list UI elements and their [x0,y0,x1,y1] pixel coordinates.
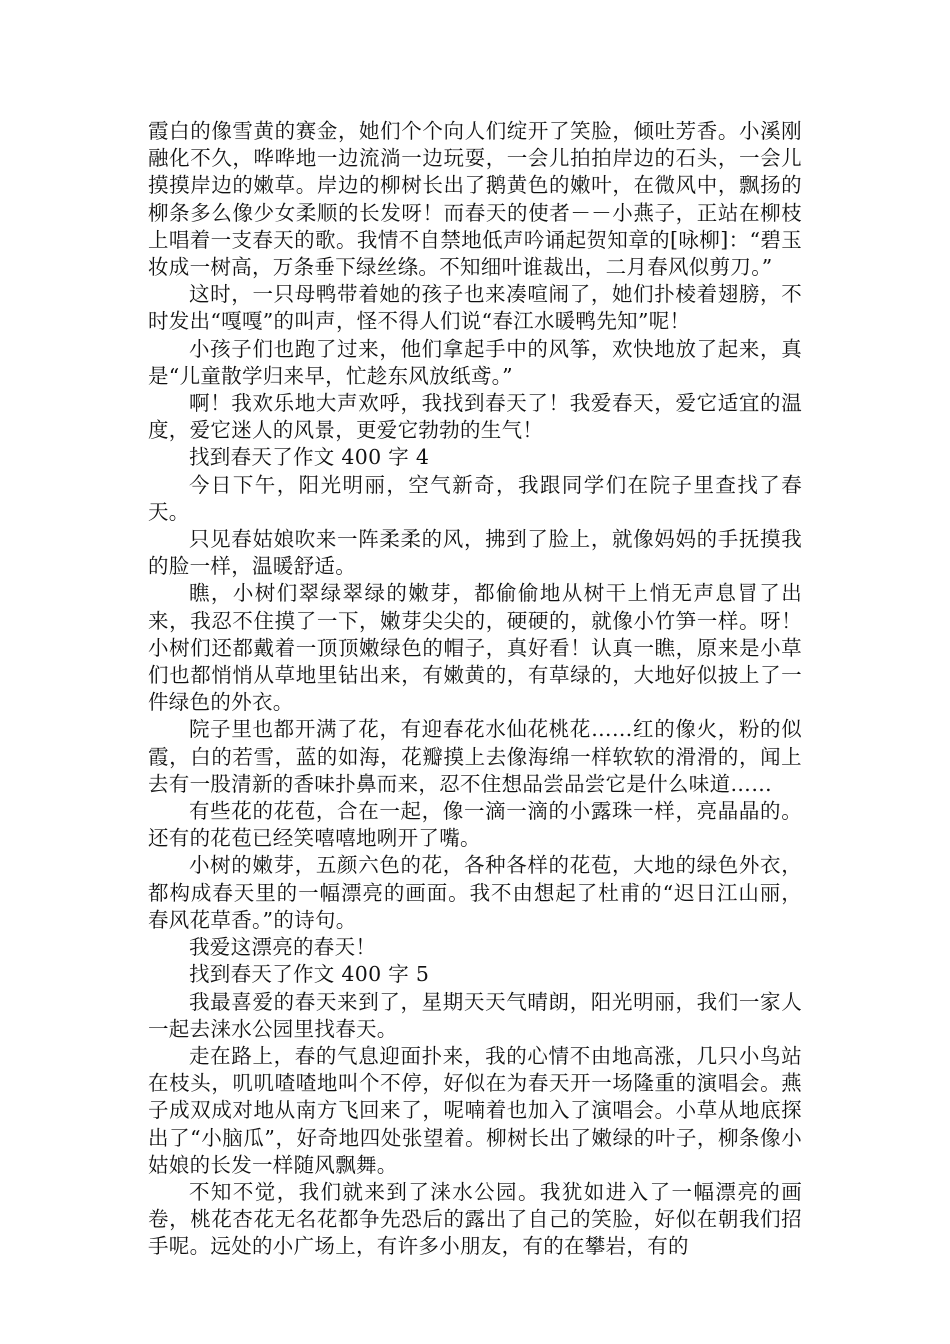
paragraph: 有些花的花苞，合在一起，像一滴一滴的小露珠一样，亮晶晶的。还有的花苞已经笑嘻嘻地咧开了嘴。 [148,799,802,851]
paragraph: 霞白的像雪黄的赛金，她们个个向人们绽开了笑脸，倾吐芳香。小溪刚融化不久，哗哗地一边流淌一边玩耍，一会儿拍拍岸边的石头，一会儿摸摸岸边的嫩草。岸边的柳树长出了鹅黄色的嫩叶，在微风中，飘扬的柳条多么像少女柔顺的长发呀！而春天的使者－－小燕子，正站在柳枝上唱着一支春天的歌。我情不自禁地低声吟诵起贺知章的[咏柳]：“碧玉妆成一树高，万条垂下绿丝绦。不知细叶谁裁出，二月春风似剪刀。” [148,119,802,280]
paragraph: 啊！我欢乐地大声欢呼，我找到春天了！我爱春天，爱它适宜的温度，爱它迷人的风景，更爱它勃勃的生气！ [148,391,802,443]
paragraph: 走在路上，春的气息迎面扑来，我的心情不由地高涨，几只小鸟站在枝头，叽叽喳喳地叫个不停，好似在为春天开一场隆重的演唱会。燕子成双成对地从南方飞回来了，呢喃着也加入了演唱会。小草从地底探出了“小脑瓜”，好奇地四处张望着。柳树长出了嫩绿的叶子，柳条像小姑娘的长发一样随风飘舞。 [148,1043,802,1177]
paragraph: 我最喜爱的春天来到了，星期天天气晴朗，阳光明丽，我们一家人一起去涞水公园里找春天。 [148,989,802,1041]
paragraph: 今日下午，阳光明丽，空气新奇，我跟同学们在院子里查找了春天。 [148,472,802,524]
paragraph: 小孩子们也跑了过来，他们拿起手中的风筝，欢快地放了起来，真是“儿童散学归来早，忙趁东风放纸鸢。” [148,336,802,388]
paragraph: 只见春姑娘吹来一阵柔柔的风，拂到了脸上，就像妈妈的手抚摸我的脸一样，温暖舒适。 [148,527,802,579]
paragraph: 院子里也都开满了花，有迎春花水仙花桃花……红的像火，粉的似霞，白的若雪，蓝的如海，花瓣摸上去像海绵一样软软的滑滑的，闻上去有一股清新的香味扑鼻而来，忍不住想品尝品尝它是什么味道…… [148,717,802,796]
paragraph: 这时，一只母鸭带着她的孩子也来凑喧闹了，她们扑棱着翅膀，不时发出“嘎嘎”的叫声，怪不得人们说“春江水暖鸭先知”呢！ [148,282,802,334]
article-body [148,118,802,1261]
section-heading: 找到春天了作文 400 字 5 [189,962,430,987]
paragraph: 不知不觉，我们就来到了涞水公园。我犹如进入了一幅漂亮的画卷，桃花杏花无名花都争先恐后的露出了自己的笑脸，好似在朝我们招手呢。远处的小广场上，有许多小朋友，有的在攀岩，有的 [148,1179,802,1259]
paragraph: 我爱这漂亮的春天！ [189,935,377,960]
section-heading: 找到春天了作文 400 字 4 [189,445,430,470]
paragraph: 瞧，小树们翠绿翠绿的嫩芽，都偷偷地从树干上悄无声息冒了出来，我忍不住摸了一下，嫩芽尖尖的，硬硬的，就像小竹笋一样。呀！小树们还都戴着一顶顶嫩绿色的帽子，真好看！认真一瞧，原来是小草们也都悄悄从草地里钻出来，有嫩黄的，有草绿的，大地好似披上了一件绿色的外衣。 [148,581,802,715]
paragraph: 小树的嫩芽，五颜六色的花，各种各样的花苞，大地的绿色外衣，都构成春天里的一幅漂亮的画面。我不由想起了杜甫的“迟日江山丽，春风花草香。”的诗句。 [148,853,802,932]
